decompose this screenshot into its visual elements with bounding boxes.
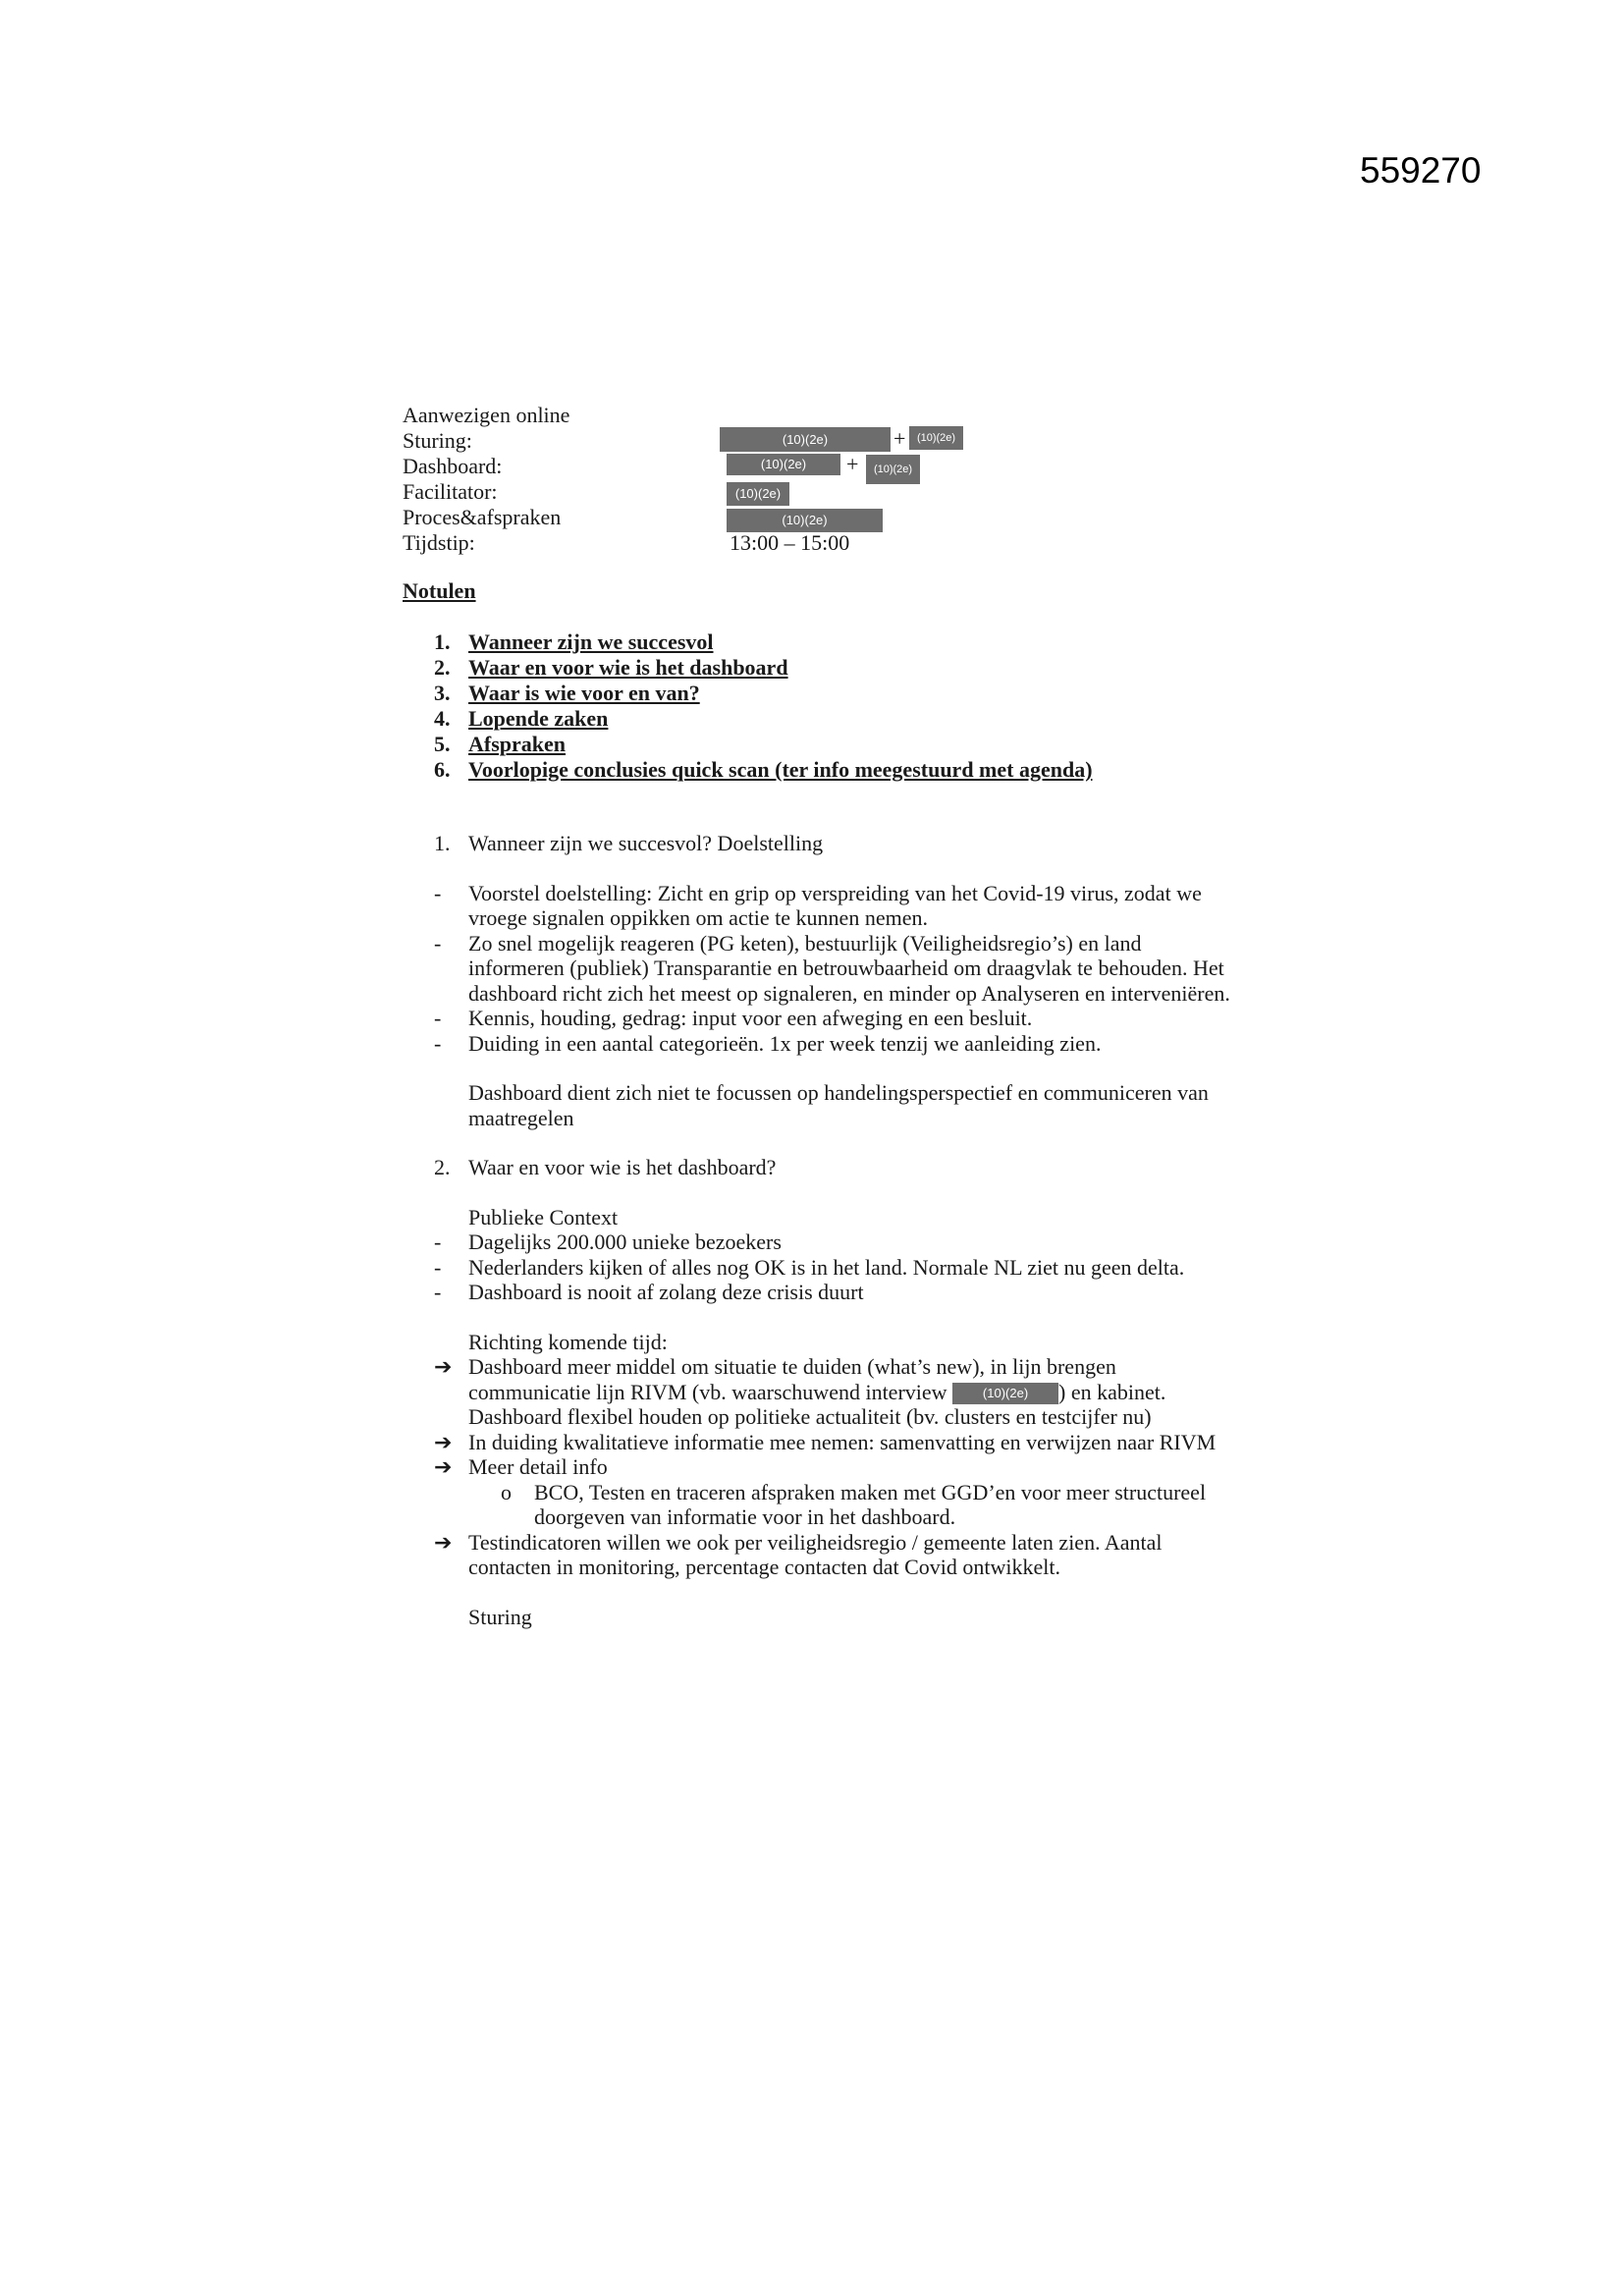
redaction-box: (10)(2e) bbox=[909, 426, 963, 450]
attendees-heading: Aanwezigen online bbox=[403, 403, 570, 427]
bullet-text: Zo snel mogelijk reageren (PG keten), bestuurlijk (Veiligheidsregio’s) en land informeren (publiek) Transparantie en betrouwbaarheid om draagvlak te behouden. Het dashboard richt zich het meest op signaleren, en minder op Analyseren en interveniëren. bbox=[468, 930, 1230, 1006]
bullet-text: Voorstel doelstelling: Zicht en grip op verspreiding van het Covid-19 virus, zodat we vroege signalen oppikken om actie te kunnen nemen. bbox=[468, 880, 1202, 930]
bullet-item bbox=[434, 1280, 1239, 1305]
plus-separator: + bbox=[893, 426, 906, 451]
section-heading bbox=[434, 831, 1239, 856]
bullet-text: Dashboard is nooit af zolang deze crisis duurt bbox=[468, 1280, 864, 1304]
agenda-text: Afspraken bbox=[468, 732, 567, 756]
agenda-number: 6. bbox=[434, 757, 451, 782]
section-title: Wanneer zijn we succesvol? Doelstelling bbox=[468, 831, 824, 855]
section-title: Waar en voor wie is het dashboard? bbox=[468, 1155, 777, 1179]
arrow-text: ) en kabinet. Dashboard flexibel houden op politieke actualiteit (bv. clusters en testcijfer nu) bbox=[468, 1379, 1166, 1430]
subheading bbox=[434, 1205, 1239, 1230]
closing-paragraph bbox=[434, 1605, 1239, 1630]
agenda-text: Wanneer zijn we succesvol bbox=[468, 629, 714, 654]
redaction-box: (10)(2e) bbox=[727, 454, 840, 475]
agenda-number: 5. bbox=[434, 732, 451, 756]
attendee-label: Facilitator: bbox=[403, 479, 498, 504]
agenda-number: 4. bbox=[434, 706, 451, 731]
meeting-time: 13:00 – 15:00 bbox=[730, 530, 850, 555]
note-paragraph bbox=[434, 1080, 1239, 1130]
notulen-heading: Notulen bbox=[403, 578, 476, 603]
redaction-box: (10)(2e) bbox=[866, 455, 920, 484]
agenda-text: Waar is wie voor en van? bbox=[468, 681, 700, 705]
section-number: 2. bbox=[434, 1155, 451, 1179]
attendee-label: Tijdstip: bbox=[403, 530, 475, 555]
arrow-text: In duiding kwalitatieve informatie mee nemen: samenvatting en verwijzen naar RIVM bbox=[468, 1429, 1217, 1454]
dash-bullet: - bbox=[434, 880, 442, 905]
closing-text: Sturing bbox=[468, 1604, 532, 1629]
dash-bullet: - bbox=[434, 930, 442, 956]
attendee-label: Dashboard: bbox=[403, 454, 503, 478]
arrow-item bbox=[434, 1430, 1239, 1455]
document-id: 559270 bbox=[1360, 150, 1482, 191]
direction-heading: Richting komende tijd: bbox=[468, 1329, 668, 1354]
attendee-label: Proces&afspraken bbox=[403, 505, 562, 529]
bullet-text: Nederlanders kijken of alles nog OK is in het land. Normale NL ziet nu geen delta. bbox=[468, 1254, 1185, 1280]
agenda-number: 3. bbox=[434, 681, 451, 705]
arrow-item bbox=[434, 1454, 1239, 1480]
redaction-box: (10)(2e) bbox=[952, 1383, 1058, 1404]
arrow-text: Meer detail info bbox=[468, 1454, 608, 1480]
circle-bullet-icon: o bbox=[501, 1479, 512, 1504]
bullet-text: Dagelijks 200.000 unieke bezoekers bbox=[468, 1230, 782, 1254]
note-text: Dashboard dient zich niet te focussen op handelingsperspectief en communiceren van maatregelen bbox=[468, 1080, 1209, 1130]
dash-bullet: - bbox=[434, 1006, 442, 1030]
dash-bullet: - bbox=[434, 1030, 442, 1056]
arrow-text: Dashboard meer middel om situatie te duiden (what’s new), in lijn brengen communicatie lijn RIVM (vb. waarschuwend interview bbox=[468, 1354, 1116, 1404]
bullet-item bbox=[434, 881, 1239, 931]
arrow-item bbox=[434, 1354, 1239, 1430]
plus-separator: + bbox=[846, 452, 859, 476]
dash-bullet: - bbox=[434, 1280, 442, 1304]
arrow-icon: ➔ bbox=[434, 1354, 453, 1379]
arrow-item bbox=[434, 1530, 1239, 1580]
bullet-text: Kennis, houding, gedrag: input voor een afweging en een besluit. bbox=[468, 1006, 1033, 1030]
dash-bullet: - bbox=[434, 1254, 442, 1280]
attendee-label: Sturing: bbox=[403, 428, 472, 453]
dash-bullet: - bbox=[434, 1230, 442, 1254]
context-heading: Publieke Context bbox=[468, 1204, 619, 1230]
agenda-number: 1. bbox=[434, 629, 451, 654]
bullet-item bbox=[434, 1255, 1239, 1281]
minutes-body bbox=[434, 831, 1239, 1629]
bullet-item bbox=[434, 1031, 1239, 1057]
arrow-text: Testindicatoren willen we ook per veiligheidsregio / gemeente laten zien. Aantal contacten in monitoring, percentage contacten dat Covid ontwikkelt. bbox=[468, 1529, 1163, 1580]
redaction-box: (10)(2e) bbox=[727, 509, 883, 532]
bullet-item bbox=[434, 1230, 1239, 1255]
agenda-text: Waar en voor wie is het dashboard bbox=[468, 655, 788, 680]
sub-bullet-item bbox=[434, 1480, 1239, 1530]
redaction-box: (10)(2e) bbox=[727, 482, 789, 506]
arrow-icon: ➔ bbox=[434, 1529, 453, 1555]
redaction-box: (10)(2e) bbox=[720, 427, 891, 452]
bullet-item bbox=[434, 931, 1239, 1007]
bullet-item bbox=[434, 1006, 1239, 1031]
sub-bullet-text: BCO, Testen en traceren afspraken maken met GGD’en voor meer structureel doorgeven van informatie voor in het dashboard. bbox=[534, 1479, 1207, 1530]
section-heading bbox=[434, 1155, 1239, 1180]
arrow-icon: ➔ bbox=[434, 1454, 453, 1480]
arrow-icon: ➔ bbox=[434, 1429, 453, 1454]
bullet-text: Duiding in een aantal categorieën. 1x per week tenzij we aanleiding zien. bbox=[468, 1030, 1102, 1056]
section-number: 1. bbox=[434, 831, 451, 855]
subheading bbox=[434, 1330, 1239, 1355]
agenda-number: 2. bbox=[434, 655, 451, 680]
agenda-text: Voorlopige conclusies quick scan (ter info meegestuurd met agenda) bbox=[468, 757, 1093, 782]
agenda-text: Lopende zaken bbox=[468, 706, 609, 731]
